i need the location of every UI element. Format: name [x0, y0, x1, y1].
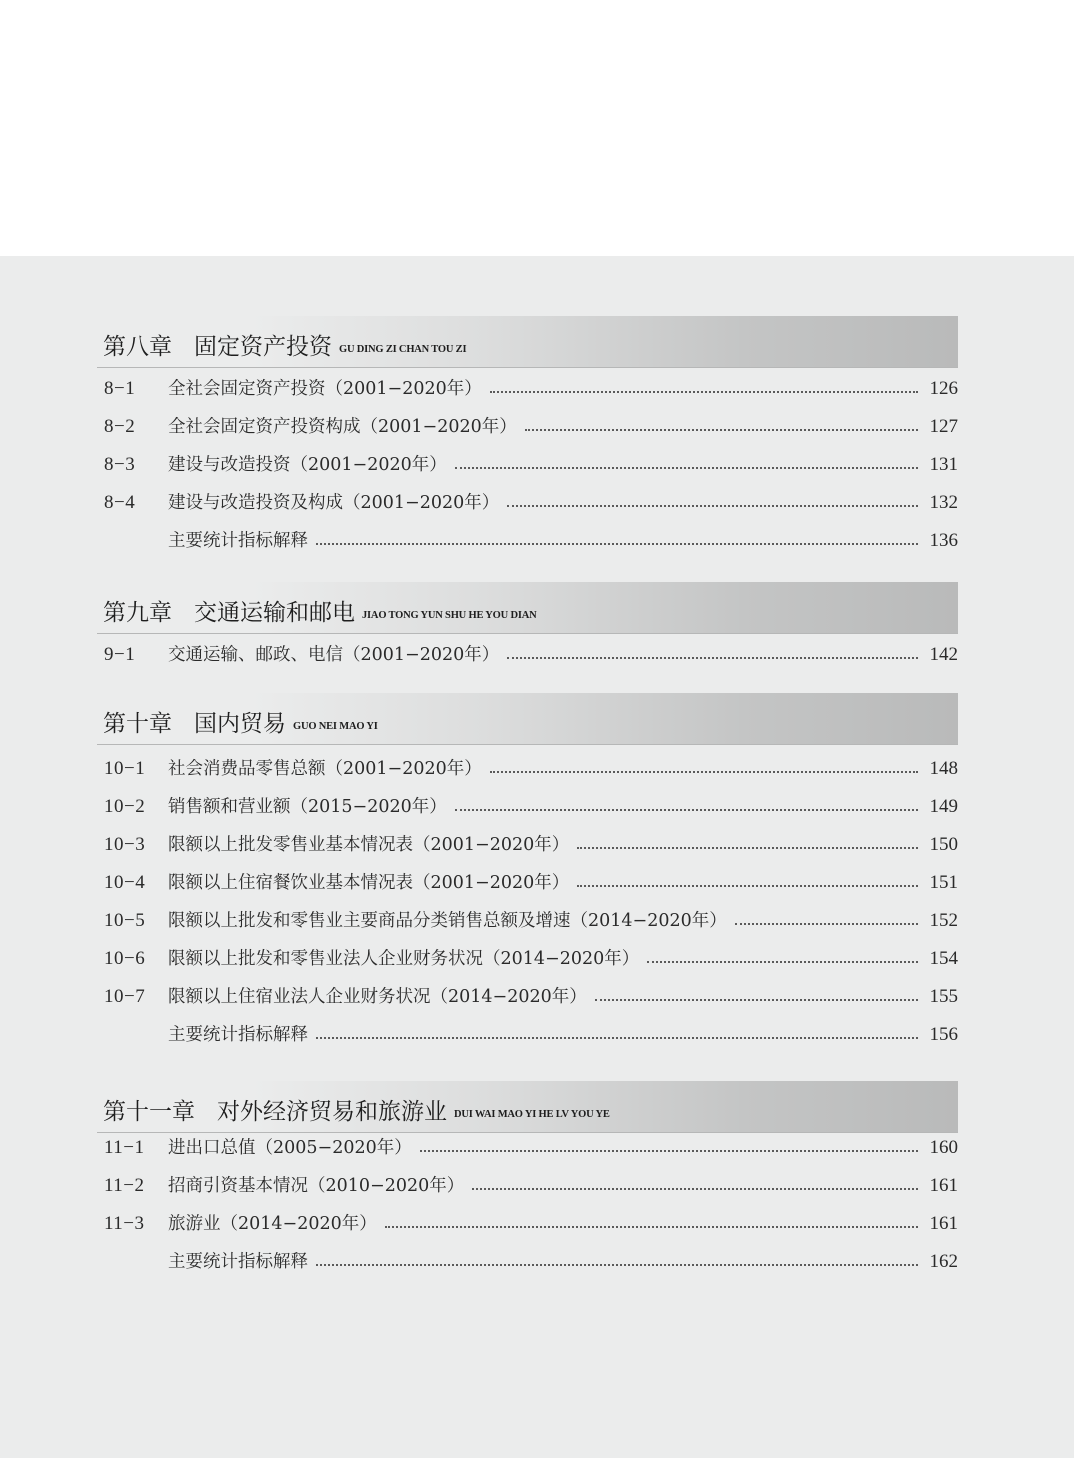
entry-number: 10−4: [104, 872, 146, 893]
page-number: 161: [929, 1213, 958, 1234]
chapter-heading: [103, 1093, 610, 1126]
page-number: 160: [929, 1137, 958, 1158]
page-number: 132: [929, 492, 958, 513]
entry-title: 交通运输、邮政、电信（2001−2020年）: [168, 645, 500, 665]
dot-leader: [490, 771, 918, 773]
entry-number: 10−6: [104, 948, 146, 969]
entry-title: 限额以上住宿餐饮业基本情况表（2001−2020年）: [168, 873, 570, 893]
toc-entry[interactable]: [0, 450, 1074, 480]
entry-line: [168, 450, 918, 480]
dot-leader: [735, 923, 918, 925]
chapter-pinyin: GU DING ZI CHAN TOU ZI: [339, 344, 467, 355]
toc-entry[interactable]: [0, 944, 1074, 974]
chapter-title: 对外经济贸易和旅游业: [217, 1099, 447, 1125]
entry-number: 8−1: [104, 378, 136, 399]
chapter-title: 国内贸易: [194, 711, 286, 737]
chapter-number: 第十一章: [103, 1099, 195, 1125]
entry-line: [168, 640, 918, 670]
entry-number: 11−3: [104, 1213, 145, 1234]
dot-leader: [420, 1150, 918, 1152]
chapter-number: 第八章: [103, 334, 172, 360]
toc-entry[interactable]: [0, 1209, 1074, 1239]
page-number: 131: [929, 454, 958, 475]
entry-line: [168, 1247, 918, 1277]
entry-number: 10−1: [104, 758, 146, 779]
entry-number: 10−5: [104, 910, 146, 931]
chapter-title: 交通运输和邮电: [194, 600, 355, 626]
page-number: 156: [929, 1024, 958, 1045]
entry-line: [168, 944, 918, 974]
entry-line: [168, 412, 918, 442]
entry-line: [168, 526, 918, 556]
entry-number: 10−3: [104, 834, 146, 855]
page-number: 148: [929, 758, 958, 779]
toc-entry[interactable]: [0, 754, 1074, 784]
page-number: 127: [929, 416, 958, 437]
dot-leader: [455, 809, 918, 811]
entry-number: 10−7: [104, 986, 146, 1007]
toc-entry[interactable]: [0, 640, 1074, 670]
dot-leader: [507, 505, 918, 507]
entry-line: [168, 754, 918, 784]
entry-number: 11−2: [104, 1175, 145, 1196]
chapter-number: 第十章: [103, 711, 172, 737]
entry-title: 销售额和营业额（2015−2020年）: [168, 797, 447, 817]
entry-title: 旅游业（2014−2020年）: [168, 1214, 377, 1234]
toc-entry[interactable]: [0, 792, 1074, 822]
chapter-pinyin: DUI WAI MAO YI HE LV YOU YE: [454, 1109, 610, 1120]
entry-line: [168, 1133, 918, 1163]
entry-line: [168, 1020, 918, 1050]
entry-title: 社会消费品零售总额（2001−2020年）: [168, 759, 482, 779]
toc-entry[interactable]: [0, 374, 1074, 404]
dot-leader: [316, 1264, 918, 1266]
dot-leader: [507, 657, 918, 659]
entry-line: [168, 374, 918, 404]
page-number: 149: [929, 796, 958, 817]
dot-leader: [385, 1226, 918, 1228]
chapter-pinyin: JIAO TONG YUN SHU HE YOU DIAN: [362, 610, 537, 621]
entry-title: 主要统计指标解释: [168, 531, 308, 551]
toc-entry[interactable]: [0, 906, 1074, 936]
toc-entry[interactable]: [0, 488, 1074, 518]
page-number: 151: [929, 872, 958, 893]
entry-line: [168, 906, 918, 936]
entry-title: 建设与改造投资（2001−2020年）: [168, 455, 447, 475]
entry-number: 8−4: [104, 492, 136, 513]
page-number: 155: [929, 986, 958, 1007]
toc-entry[interactable]: [0, 982, 1074, 1012]
page-number: 154: [929, 948, 958, 969]
chapter-heading: [103, 594, 536, 627]
entry-title: 全社会固定资产投资（2001−2020年）: [168, 379, 482, 399]
dot-leader: [647, 961, 918, 963]
entry-title: 建设与改造投资及构成（2001−2020年）: [168, 493, 500, 513]
page-number: 126: [929, 378, 958, 399]
toc-entry[interactable]: [0, 1133, 1074, 1163]
toc-entry[interactable]: [0, 526, 1074, 556]
page-number: 161: [929, 1175, 958, 1196]
chapter-number: 第九章: [103, 600, 172, 626]
page-number: 142: [929, 644, 958, 665]
dot-leader: [316, 1037, 918, 1039]
entry-number: 8−3: [104, 454, 136, 475]
toc-entry[interactable]: [0, 830, 1074, 860]
dot-leader: [455, 467, 918, 469]
entry-line: [168, 1209, 918, 1239]
page-number: 136: [929, 530, 958, 551]
entry-title: 主要统计指标解释: [168, 1025, 308, 1045]
dot-leader: [577, 847, 918, 849]
chapter-heading: [103, 328, 466, 361]
entry-number: 8−2: [104, 416, 136, 437]
toc-entry[interactable]: [0, 1171, 1074, 1201]
toc-entry[interactable]: [0, 1020, 1074, 1050]
entry-line: [168, 488, 918, 518]
entry-title: 限额以上批发零售业基本情况表（2001−2020年）: [168, 835, 570, 855]
dot-leader: [577, 885, 918, 887]
chapter-heading: [103, 705, 378, 738]
entry-title: 限额以上住宿业法人企业财务状况（2014−2020年）: [168, 987, 587, 1007]
dot-leader: [316, 543, 918, 545]
entry-title: 限额以上批发和零售业法人企业财务状况（2014−2020年）: [168, 949, 640, 969]
page-number: 162: [929, 1251, 958, 1272]
page-number: 152: [929, 910, 958, 931]
dot-leader: [525, 429, 918, 431]
entry-title: 招商引资基本情况（2010−2020年）: [168, 1176, 465, 1196]
dot-leader: [595, 999, 918, 1001]
entry-line: [168, 830, 918, 860]
entry-number: 9−1: [104, 644, 136, 665]
entry-line: [168, 1171, 918, 1201]
entry-title: 全社会固定资产投资构成（2001−2020年）: [168, 417, 517, 437]
dot-leader: [472, 1188, 918, 1190]
dot-leader: [490, 391, 918, 393]
entry-title: 进出口总值（2005−2020年）: [168, 1138, 412, 1158]
chapter-title: 固定资产投资: [194, 334, 332, 360]
entry-line: [168, 982, 918, 1012]
page-number: 150: [929, 834, 958, 855]
entry-line: [168, 868, 918, 898]
entry-number: 10−2: [104, 796, 146, 817]
entry-number: 11−1: [104, 1137, 145, 1158]
toc-entry[interactable]: [0, 412, 1074, 442]
entry-title: 限额以上批发和零售业主要商品分类销售总额及增速（2014−2020年）: [168, 911, 727, 931]
chapter-pinyin: GUO NEI MAO YI: [293, 721, 378, 732]
entry-line: [168, 792, 918, 822]
toc-entry[interactable]: [0, 1247, 1074, 1277]
toc-entry[interactable]: [0, 868, 1074, 898]
entry-title: 主要统计指标解释: [168, 1252, 308, 1272]
